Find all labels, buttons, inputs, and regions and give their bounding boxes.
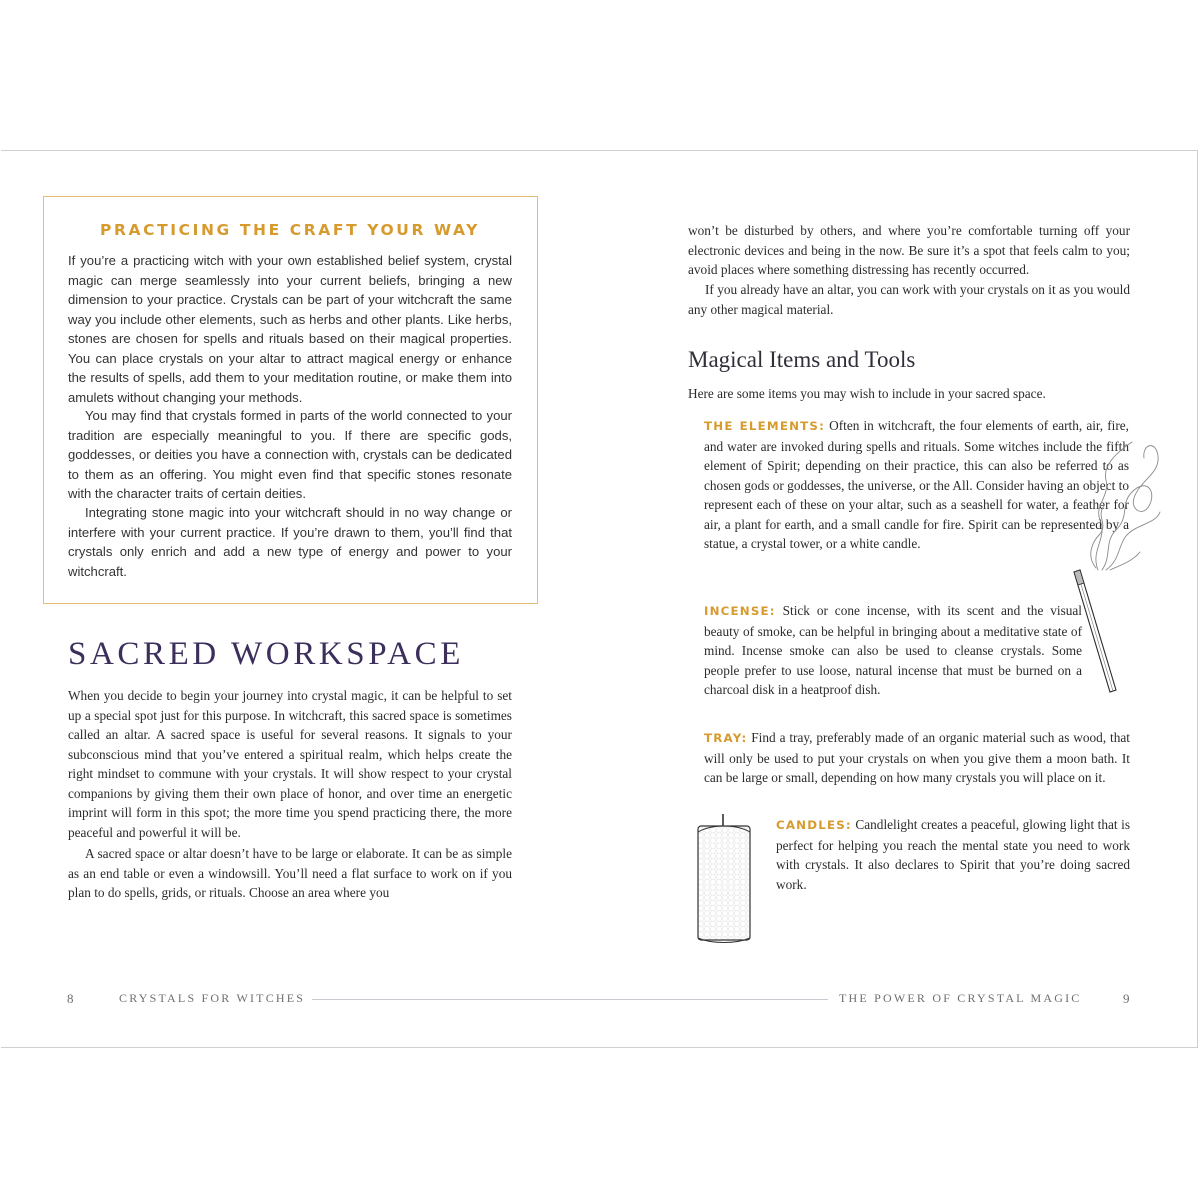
footer-rule <box>312 999 828 1000</box>
subheading: Magical Items and Tools <box>688 347 916 372</box>
item-term: CANDLES: <box>776 818 852 832</box>
pillar-candle-icon <box>692 812 758 946</box>
list-item-candles <box>776 815 1130 894</box>
item-text: Find a tray, preferably made of an organic material such as wood, that will only be used to put your crystals on when you give them a moon bath. It can be large or small, depending on how many crystals you will place on it. <box>704 730 1130 785</box>
item-text: Candlelight creates a peaceful, glowing light that is perfect for helping you reach the mental state you need to work with crystals. It also declares to Spirit that you’re doing sacred work. <box>776 817 1130 892</box>
incense-stick-with-smoke-icon <box>1060 420 1170 700</box>
sidebar-paragraph: If you’re a practicing witch with your own established belief system, crystal magic can merge seamlessly into your current beliefs, bringing a new dimension to your practice. Crystals can be part of your witchcraft the same way you include other elements, such as herbs and other plants. Like herbs, stones are chosen for spells and rituals based on their magical properties. You can place crystals on your altar to attract magical energy or enhance the results of spells, add them to your meditation routine, or make them into amulets without changing your methods. <box>68 253 512 405</box>
item-term: TRAY: <box>704 731 748 745</box>
item-term: INCENSE: <box>704 604 776 618</box>
item-term: THE ELEMENTS: <box>704 419 826 433</box>
list-item-incense <box>704 601 1082 700</box>
intro-text: Here are some items you may wish to include in your sacred space. <box>688 386 1046 401</box>
item-text: Often in witchcraft, the four elements of earth, air, fire, and water are invoked during spells and rituals. Some witches include the fifth element of Spirit; depending on their practice, this can also be referred to as chosen gods or goddesses, the universe, or the All. Consider having an object to represent each of these on your altar, such as a seashell for water, a feather for air, a plant for earth, and a small candle for fire. Spirit can be represented by a statue, a crystal tower, or a white candle. <box>704 418 1129 551</box>
list-item-tray <box>704 728 1130 788</box>
sidebar-paragraph: Integrating stone magic into your witchcraft should in no way change or interfere with your current practice. If you’re drawn to them, you’ll find that crystals only enrich and add a new type of energy and power to your witchcraft. <box>68 505 512 579</box>
section-title: SACRED WORKSPACE <box>68 636 464 672</box>
item-text: Stick or cone incense, with its scent and the visual beauty of smoke, can be helpful in bringing about a meditative state of mind. Incense smoke can also be used to cleanse crystals. Some people prefer to use loose, natural incense that must be burned on a charcoal disk in a heatproof dish. <box>704 603 1082 697</box>
body-paragraph: When you decide to begin your journey into crystal magic, it can be helpful to set up a special spot just for this purpose. In witchcraft, this sacred space is sometimes called an altar. A sacred space is useful for several reasons. It signals to your subconscious mind that you’ve entered a spiritual realm, which helps create the right mindset to commune with your crystals. It will show respect to your crystal companions by giving them their own place of honor, and over time an energetic imprint will form in this spot; the more time you spend practicing there, the more peaceful and powerful it will be. <box>68 688 512 840</box>
page-number-left: 8 <box>67 991 74 1006</box>
body-paragraph: If you already have an altar, you can work with your crystals on it as you would any other magical material. <box>688 282 1130 317</box>
running-head-right: THE POWER OF CRYSTAL MAGIC <box>839 991 1082 1005</box>
page-number-right: 9 <box>1123 991 1130 1006</box>
body-paragraph: A sacred space or altar doesn’t have to be large or elaborate. It can be as simple as an end table or even a windowsill. You’ll need a flat surface to work on if you plan to do spells, grids, or rituals. Choose an area where you <box>68 846 512 900</box>
sidebar-title: PRACTICING THE CRAFT YOUR WAY <box>100 221 480 239</box>
sidebar-paragraph: You may find that crystals formed in parts of the world connected to your tradition are especially meaningful to you. If there are specific gods, goddesses, or deities you have a connection with, crystals can be dedicated to them as an offering. You might even find that specific stones resonate with the character traits of certain deities. <box>68 408 512 501</box>
body-paragraph: won’t be disturbed by others, and where you’re comfortable turning off your electronic devices and being in the now. Be sure it’s a spot that feels calm to you; avoid places where something distressing has recently occurred. <box>688 223 1130 277</box>
running-head-left: CRYSTALS FOR WITCHES <box>119 991 306 1005</box>
